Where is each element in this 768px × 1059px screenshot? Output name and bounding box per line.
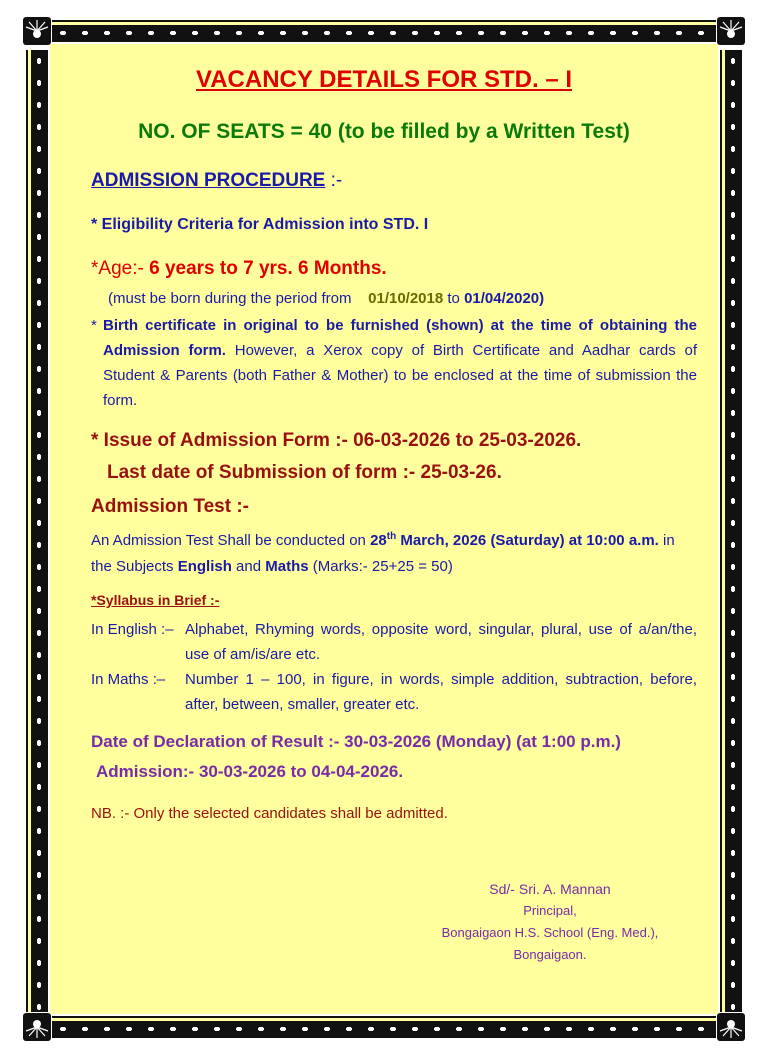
corner-ornament-icon [717, 1013, 745, 1041]
age-label: *Age:- [91, 258, 150, 279]
seats-line: NO. OF SEATS = 40 (to be filled by a Written Test) [138, 120, 630, 143]
border-bottom [52, 1016, 716, 1038]
birth-certificate-paragraph [91, 313, 697, 413]
test-text-1: An Admission Test Shall be conducted on [91, 532, 371, 549]
syllabus-english [91, 617, 697, 667]
birth-bullet: * [91, 317, 97, 334]
born-prefix: (must be born during the period from [108, 290, 352, 307]
test-text-2: in the Subjects [91, 532, 675, 575]
border-left [26, 50, 48, 1012]
admission-test-paragraph [91, 524, 697, 580]
syllabus-maths-text: Number 1 – 100, in figure, in words, simple addition, subtraction, before, after, between, smaller, greater etc. [185, 671, 697, 713]
procedure-heading-block [91, 170, 697, 192]
syllabus-heading: *Syllabus in Brief :- [91, 592, 220, 608]
signature-block [440, 878, 660, 966]
born-from-date: 01/10/2018 [368, 290, 444, 307]
subject-english: English [177, 558, 232, 575]
border-right [720, 50, 742, 1012]
corner-ornament-icon [23, 1013, 51, 1041]
corner-ornament-icon [23, 17, 51, 45]
admission-test-heading: Admission Test :- [91, 496, 249, 517]
border-top [52, 20, 716, 42]
signature-name: Sd/- Sri. A. Mannan [489, 881, 611, 897]
syllabus-maths-label: In Maths :– [91, 671, 166, 688]
signature-school: Bongaigaon H.S. School (Eng. Med.), [441, 925, 659, 940]
issue-line: * Issue of Admission Form :- 06-03-2026 to 25-03-2026. [91, 430, 582, 451]
page-title: VACANCY DETAILS FOR STD. – I [195, 66, 573, 93]
admission-dates-line: Admission:- 30-03-2026 to 04-04-2026. [96, 762, 404, 781]
syllabus-english-label: In English :– [91, 621, 174, 638]
signature-place: Bongaigaon. [513, 947, 587, 962]
procedure-heading: ADMISSION PROCEDURE [91, 170, 326, 191]
test-marks: (Marks:- 25+25 = 50) [308, 558, 453, 575]
syllabus-english-text: Alphabet, Rhyming words, opposite word, singular, plural, use of a/an/the, use of am/is/are etc. [185, 621, 697, 663]
test-and: and [231, 558, 266, 575]
born-period-line [108, 290, 714, 307]
result-line: Date of Declaration of Result :- 30-03-2026 (Monday) (at 1:00 p.m.) [91, 732, 621, 751]
test-date-rest: March, 2026 (Saturday) at 10:00 a.m. [396, 532, 659, 549]
born-to-date: 01/04/2020) [464, 290, 545, 307]
signature-role: Principal, [523, 903, 577, 918]
birth-bold-text: Birth certificate in original to be furnished (shown) at the time of obtaining the Admission form. [103, 317, 697, 359]
age-line [91, 258, 697, 280]
nb-line: NB. :- Only the selected candidates shall be admitted. [91, 805, 448, 822]
age-value: 6 years to 7 yrs. 6 Months. [149, 258, 387, 279]
eligibility-line: * Eligibility Criteria for Admission into STD. I [91, 216, 429, 233]
subject-maths: Maths [265, 558, 309, 575]
procedure-heading-suffix: :- [325, 170, 343, 191]
test-date-day: 28 [370, 532, 387, 549]
last-date-line: Last date of Submission of form :- 25-03-26. [107, 462, 502, 483]
test-date-sup: th [386, 531, 397, 542]
born-mid: to [447, 290, 460, 307]
syllabus-maths [91, 667, 697, 717]
corner-ornament-icon [717, 17, 745, 45]
birth-rest-text: However, a Xerox copy of Birth Certificate and Aadhar cards of Student & Parents (both Father & Mother) to be enclosed at the time of submission the form. [103, 342, 697, 409]
